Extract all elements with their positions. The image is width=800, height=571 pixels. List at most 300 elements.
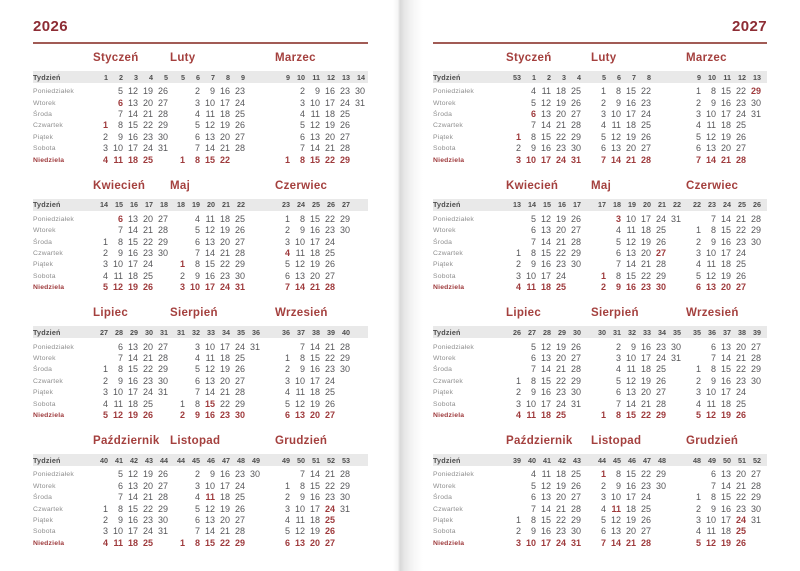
day-numbers bbox=[275, 492, 368, 503]
date-cell bbox=[746, 132, 761, 143]
date-cell: 18 bbox=[555, 469, 566, 480]
date-cell: 20 bbox=[555, 225, 566, 236]
date-cell: 1 bbox=[179, 537, 185, 548]
day-label: Czwartek bbox=[33, 250, 63, 258]
month-title: Listopad bbox=[591, 435, 642, 448]
date-cell bbox=[746, 399, 761, 410]
date-cell: 26 bbox=[570, 97, 581, 108]
date-cell: 16 bbox=[720, 503, 731, 514]
day-numbers bbox=[506, 364, 591, 375]
day-row bbox=[433, 109, 767, 120]
week-number: 17 bbox=[573, 200, 581, 210]
date-cell bbox=[506, 109, 521, 120]
week-label: Tydzień bbox=[433, 200, 461, 210]
year-label-2026: 2026 bbox=[33, 18, 68, 35]
date-cell: 16 bbox=[204, 410, 215, 420]
day-row bbox=[33, 526, 368, 537]
date-cell: 5 bbox=[695, 537, 701, 548]
day-numbers bbox=[275, 353, 368, 364]
day-numbers bbox=[686, 237, 767, 248]
day-numbers bbox=[170, 237, 275, 248]
day-numbers bbox=[591, 504, 686, 515]
date-cell: 23 bbox=[555, 259, 566, 270]
day-row bbox=[433, 237, 767, 248]
title-spacer bbox=[33, 306, 93, 321]
date-cell: 24 bbox=[142, 387, 153, 398]
day-numbers bbox=[93, 259, 170, 270]
date-cell: 27 bbox=[640, 143, 651, 154]
day-row bbox=[33, 282, 368, 293]
date-cell bbox=[170, 492, 185, 503]
date-cell: 14 bbox=[204, 248, 215, 259]
month-title: Lipiec bbox=[506, 307, 542, 320]
date-cell: 25 bbox=[640, 503, 651, 514]
day-label: Środa bbox=[33, 366, 53, 374]
week-number-row bbox=[433, 71, 767, 83]
day-numbers bbox=[506, 143, 591, 154]
date-cell: 19 bbox=[127, 282, 138, 293]
date-cell: 19 bbox=[127, 410, 138, 420]
week-number: 34 bbox=[222, 327, 230, 337]
date-cell: 28 bbox=[655, 259, 666, 270]
date-cell: 7 bbox=[615, 259, 621, 270]
day-numbers bbox=[275, 282, 368, 293]
date-cell bbox=[666, 248, 681, 259]
day-label: Czwartek bbox=[433, 122, 463, 130]
date-cell: 16 bbox=[219, 469, 230, 480]
day-numbers bbox=[506, 271, 591, 282]
date-cell: 19 bbox=[555, 213, 566, 224]
day-numbers bbox=[686, 282, 767, 293]
day-row bbox=[33, 398, 368, 409]
date-cell: 18 bbox=[127, 537, 138, 548]
date-cell bbox=[335, 271, 350, 282]
date-cell bbox=[506, 214, 521, 225]
day-numbers bbox=[93, 120, 170, 131]
date-cell: 22 bbox=[142, 120, 153, 131]
date-cell bbox=[275, 469, 290, 480]
date-cell: 18 bbox=[555, 86, 566, 97]
day-row bbox=[433, 248, 767, 259]
date-cell bbox=[245, 481, 260, 492]
day-numbers bbox=[93, 248, 170, 259]
week-numbers bbox=[170, 455, 275, 466]
date-cell: 29 bbox=[157, 120, 168, 131]
date-cell bbox=[506, 120, 521, 131]
week-label: Tydzień bbox=[433, 72, 461, 82]
date-cell: 24 bbox=[640, 108, 651, 119]
date-cell: 18 bbox=[625, 120, 636, 131]
date-cell: 8 bbox=[710, 225, 716, 236]
date-cell: 31 bbox=[249, 341, 260, 352]
week-number: 16 bbox=[558, 200, 566, 210]
day-label: Wtorek bbox=[433, 482, 456, 490]
date-cell bbox=[506, 237, 521, 248]
date-cell: 19 bbox=[720, 537, 731, 548]
date-cell: 17 bbox=[127, 259, 138, 270]
day-row bbox=[433, 387, 767, 398]
month-titles bbox=[33, 51, 368, 66]
title-spacer bbox=[433, 434, 506, 449]
day-row bbox=[33, 481, 368, 492]
date-cell: 12 bbox=[625, 375, 636, 386]
week-number: 16 bbox=[130, 200, 138, 210]
date-cell: 2 bbox=[515, 143, 521, 154]
date-cell bbox=[230, 155, 245, 166]
date-cell bbox=[153, 538, 168, 549]
day-numbers bbox=[591, 98, 686, 109]
day-numbers bbox=[686, 214, 767, 225]
week-numbers bbox=[686, 455, 767, 466]
date-cell bbox=[566, 282, 581, 293]
date-cell: 17 bbox=[127, 143, 138, 154]
week-number: 50 bbox=[723, 455, 731, 465]
month-title: Maj bbox=[591, 179, 612, 192]
date-cell: 16 bbox=[625, 480, 636, 491]
day-numbers bbox=[591, 225, 686, 236]
day-row bbox=[433, 481, 767, 492]
week-numbers bbox=[275, 455, 368, 466]
day-numbers bbox=[275, 376, 368, 387]
day-numbers bbox=[275, 259, 368, 270]
date-cell: 27 bbox=[735, 282, 746, 293]
date-cell: 13 bbox=[540, 353, 551, 364]
date-cell: 6 bbox=[284, 270, 290, 281]
date-cell: 14 bbox=[309, 143, 320, 154]
date-cell: 16 bbox=[720, 375, 731, 386]
date-cell: 15 bbox=[720, 86, 731, 97]
week-number: 5 bbox=[164, 72, 168, 82]
date-cell: 27 bbox=[735, 143, 746, 154]
date-cell: 16 bbox=[127, 131, 138, 142]
date-cell bbox=[245, 387, 260, 398]
day-numbers bbox=[275, 214, 368, 225]
date-cell: 28 bbox=[570, 364, 581, 375]
date-cell: 8 bbox=[299, 154, 305, 165]
week-number: 37 bbox=[297, 327, 305, 337]
holiday-date-cell: 26 bbox=[324, 526, 335, 537]
date-cell: 4 bbox=[530, 86, 536, 97]
date-cell: 31 bbox=[750, 514, 761, 525]
week-number: 36 bbox=[708, 327, 716, 337]
date-cell: 16 bbox=[127, 375, 138, 386]
date-cell bbox=[170, 469, 185, 480]
day-numbers bbox=[170, 399, 275, 410]
date-cell: 12 bbox=[540, 213, 551, 224]
date-cell: 12 bbox=[540, 97, 551, 108]
date-cell: 6 bbox=[695, 143, 701, 154]
date-cell: 4 bbox=[102, 537, 108, 548]
holiday-date-cell: 24 bbox=[735, 514, 746, 525]
date-cell: 8 bbox=[299, 213, 305, 224]
date-cell bbox=[350, 155, 365, 166]
date-cell: 16 bbox=[540, 526, 551, 537]
date-cell: 21 bbox=[142, 353, 153, 364]
date-cell bbox=[591, 225, 606, 236]
date-cell: 25 bbox=[234, 353, 245, 364]
week-number: 22 bbox=[237, 200, 245, 210]
date-cell: 2 bbox=[600, 480, 606, 491]
date-cell: 4 bbox=[299, 108, 305, 119]
date-cell: 15 bbox=[127, 120, 138, 131]
date-cell: 8 bbox=[710, 86, 716, 97]
date-cell: 4 bbox=[695, 526, 701, 537]
month-row bbox=[433, 51, 767, 166]
day-label: Wtorek bbox=[433, 355, 456, 363]
date-cell: 26 bbox=[735, 131, 746, 142]
date-cell: 20 bbox=[555, 353, 566, 364]
date-cell: 5 bbox=[284, 259, 290, 270]
date-cell: 25 bbox=[234, 213, 245, 224]
day-numbers bbox=[170, 120, 275, 131]
date-cell: 3 bbox=[600, 108, 606, 119]
date-cell: 4 bbox=[600, 120, 606, 131]
date-cell: 5 bbox=[600, 131, 606, 142]
week-number: 30 bbox=[598, 327, 606, 337]
date-cell: 20 bbox=[640, 248, 651, 259]
date-cell bbox=[93, 492, 108, 503]
date-cell: 14 bbox=[204, 526, 215, 537]
week-number-row bbox=[433, 326, 767, 338]
month-row bbox=[33, 306, 368, 421]
date-cell: 7 bbox=[600, 537, 606, 548]
date-cell: 5 bbox=[194, 364, 200, 375]
date-cell bbox=[666, 387, 681, 398]
title-spacer bbox=[433, 306, 506, 321]
day-numbers bbox=[506, 481, 591, 492]
day-numbers bbox=[591, 237, 686, 248]
day-numbers bbox=[93, 353, 170, 364]
day-label: Środa bbox=[433, 366, 453, 374]
months-grid-2027 bbox=[433, 51, 767, 549]
date-cell: 21 bbox=[219, 143, 230, 154]
date-cell: 22 bbox=[640, 270, 651, 281]
day-numbers bbox=[506, 504, 591, 515]
date-cell: 9 bbox=[530, 526, 536, 537]
date-cell: 3 bbox=[515, 398, 521, 409]
date-cell: 24 bbox=[142, 143, 153, 154]
date-cell: 4 bbox=[102, 154, 108, 165]
date-cell bbox=[335, 399, 350, 410]
week-number: 22 bbox=[673, 200, 681, 210]
date-cell bbox=[170, 132, 185, 143]
day-label: Sobota bbox=[33, 145, 56, 153]
day-label: Niedziela bbox=[33, 539, 65, 547]
date-cell: 29 bbox=[570, 375, 581, 386]
date-cell: 13 bbox=[625, 387, 636, 398]
day-row bbox=[33, 154, 368, 165]
date-cell: 23 bbox=[142, 131, 153, 142]
date-cell: 20 bbox=[555, 492, 566, 503]
date-cell: 15 bbox=[540, 248, 551, 259]
date-cell: 17 bbox=[219, 341, 230, 352]
date-cell: 5 bbox=[615, 236, 621, 247]
date-cell bbox=[506, 353, 521, 364]
date-cell: 12 bbox=[540, 341, 551, 352]
date-cell: 3 bbox=[284, 375, 290, 386]
date-cell: 28 bbox=[157, 492, 168, 503]
date-cell: 17 bbox=[540, 154, 551, 165]
month-titles bbox=[433, 179, 767, 194]
week-number: 30 bbox=[145, 327, 153, 337]
month-row bbox=[33, 434, 368, 549]
date-cell: 6 bbox=[530, 353, 536, 364]
day-row bbox=[33, 387, 368, 398]
date-cell: 3 bbox=[695, 248, 701, 259]
date-cell: 2 bbox=[695, 97, 701, 108]
date-cell: 30 bbox=[750, 503, 761, 514]
date-cell: 2 bbox=[284, 492, 290, 503]
week-numbers bbox=[591, 327, 686, 338]
date-cell: 10 bbox=[204, 480, 215, 491]
date-cell: 11 bbox=[113, 270, 123, 281]
date-cell: 7 bbox=[530, 364, 536, 375]
holiday-date-cell: 24 bbox=[324, 503, 335, 514]
day-numbers bbox=[506, 248, 591, 259]
week-numbers bbox=[506, 72, 591, 83]
month-titles bbox=[33, 306, 368, 321]
date-cell: 19 bbox=[640, 375, 651, 386]
day-numbers bbox=[275, 342, 368, 353]
day-label: Środa bbox=[33, 110, 53, 118]
date-cell: 27 bbox=[234, 375, 245, 386]
day-numbers bbox=[686, 526, 767, 537]
date-cell bbox=[666, 259, 681, 270]
date-cell bbox=[93, 481, 108, 492]
date-cell: 17 bbox=[540, 398, 551, 409]
week-number: 20 bbox=[643, 200, 651, 210]
date-cell: 19 bbox=[219, 364, 230, 375]
date-cell: 9 bbox=[209, 86, 215, 97]
date-cell: 18 bbox=[219, 213, 230, 224]
date-cell bbox=[245, 364, 260, 375]
date-cell bbox=[93, 342, 108, 353]
week-number: 40 bbox=[100, 455, 108, 465]
date-cell: 7 bbox=[117, 353, 123, 364]
week-number: 3 bbox=[562, 72, 566, 82]
date-cell: 1 bbox=[284, 154, 290, 165]
date-cell: 10 bbox=[112, 259, 123, 270]
date-cell: 1 bbox=[600, 86, 606, 97]
date-cell: 11 bbox=[541, 469, 551, 480]
date-cell: 22 bbox=[324, 353, 335, 364]
day-numbers bbox=[170, 526, 275, 537]
date-cell: 30 bbox=[339, 492, 350, 503]
date-cell: 26 bbox=[735, 270, 746, 281]
date-cell: 7 bbox=[299, 341, 305, 352]
date-cell: 5 bbox=[117, 469, 123, 480]
date-cell: 22 bbox=[142, 364, 153, 375]
date-cell bbox=[666, 237, 681, 248]
date-cell: 26 bbox=[735, 410, 746, 420]
month-title: Czerwiec bbox=[275, 179, 328, 192]
day-numbers bbox=[275, 225, 368, 236]
week-number: 47 bbox=[643, 455, 651, 465]
week-label: Tydzień bbox=[433, 455, 461, 465]
date-cell bbox=[153, 155, 168, 166]
date-cell: 10 bbox=[525, 537, 536, 548]
day-numbers bbox=[275, 143, 368, 154]
date-cell: 16 bbox=[309, 225, 320, 236]
date-cell: 25 bbox=[555, 410, 566, 420]
date-cell: 9 bbox=[194, 270, 200, 281]
holiday-date-cell: 4 bbox=[284, 248, 290, 259]
date-cell: 26 bbox=[157, 86, 168, 97]
date-cell: 28 bbox=[750, 480, 761, 491]
week-number: 17 bbox=[145, 200, 153, 210]
day-numbers bbox=[275, 399, 368, 410]
date-cell bbox=[93, 353, 108, 364]
date-cell: 26 bbox=[655, 375, 666, 386]
day-label: Wtorek bbox=[433, 227, 456, 235]
week-numbers bbox=[506, 455, 591, 466]
date-cell: 2 bbox=[179, 410, 185, 420]
date-cell bbox=[591, 399, 606, 410]
date-cell: 21 bbox=[625, 154, 636, 165]
date-cell: 7 bbox=[194, 143, 200, 154]
date-cell bbox=[746, 282, 761, 293]
date-cell: 12 bbox=[112, 410, 123, 420]
date-cell bbox=[666, 271, 681, 282]
date-cell: 12 bbox=[127, 469, 138, 480]
date-cell: 22 bbox=[555, 375, 566, 386]
date-cell: 30 bbox=[157, 375, 168, 386]
date-cell: 12 bbox=[204, 503, 215, 514]
day-row bbox=[33, 515, 368, 526]
date-cell: 3 bbox=[695, 387, 701, 398]
day-label: Wtorek bbox=[33, 482, 56, 490]
date-cell: 28 bbox=[339, 143, 350, 154]
month-title: Kwiecień bbox=[506, 179, 559, 192]
week-numbers bbox=[170, 327, 275, 338]
day-label: Sobota bbox=[33, 528, 56, 536]
date-cell: 13 bbox=[625, 248, 636, 259]
date-cell: 27 bbox=[157, 97, 168, 108]
date-cell: 14 bbox=[540, 236, 551, 247]
date-cell: 27 bbox=[570, 492, 581, 503]
day-numbers bbox=[170, 109, 275, 120]
date-cell: 3 bbox=[179, 282, 185, 293]
week-label: Tydzień bbox=[433, 327, 461, 337]
date-cell: 25 bbox=[234, 492, 245, 503]
day-numbers bbox=[591, 132, 686, 143]
date-cell: 15 bbox=[127, 236, 138, 247]
date-cell: 13 bbox=[540, 492, 551, 503]
date-cell: 7 bbox=[530, 236, 536, 247]
date-cell: 19 bbox=[720, 270, 731, 281]
date-cell: 2 bbox=[284, 225, 290, 236]
date-cell: 8 bbox=[194, 398, 200, 409]
date-cell bbox=[275, 143, 290, 154]
date-cell: 3 bbox=[299, 97, 305, 108]
date-cell: 21 bbox=[309, 282, 320, 293]
day-numbers bbox=[170, 248, 275, 259]
date-cell: 23 bbox=[555, 387, 566, 398]
date-cell: 5 bbox=[530, 341, 536, 352]
date-cell: 11 bbox=[113, 398, 123, 409]
date-cell: 26 bbox=[570, 213, 581, 224]
holiday-date-cell: 15 bbox=[204, 398, 215, 409]
day-numbers bbox=[591, 364, 686, 375]
date-cell: 23 bbox=[234, 86, 245, 97]
day-numbers bbox=[93, 481, 170, 492]
day-row bbox=[433, 353, 767, 364]
date-cell: 14 bbox=[127, 492, 138, 503]
date-cell: 1 bbox=[284, 213, 290, 224]
week-number: 28 bbox=[543, 327, 551, 337]
day-numbers bbox=[686, 86, 767, 97]
date-cell: 15 bbox=[625, 469, 636, 480]
